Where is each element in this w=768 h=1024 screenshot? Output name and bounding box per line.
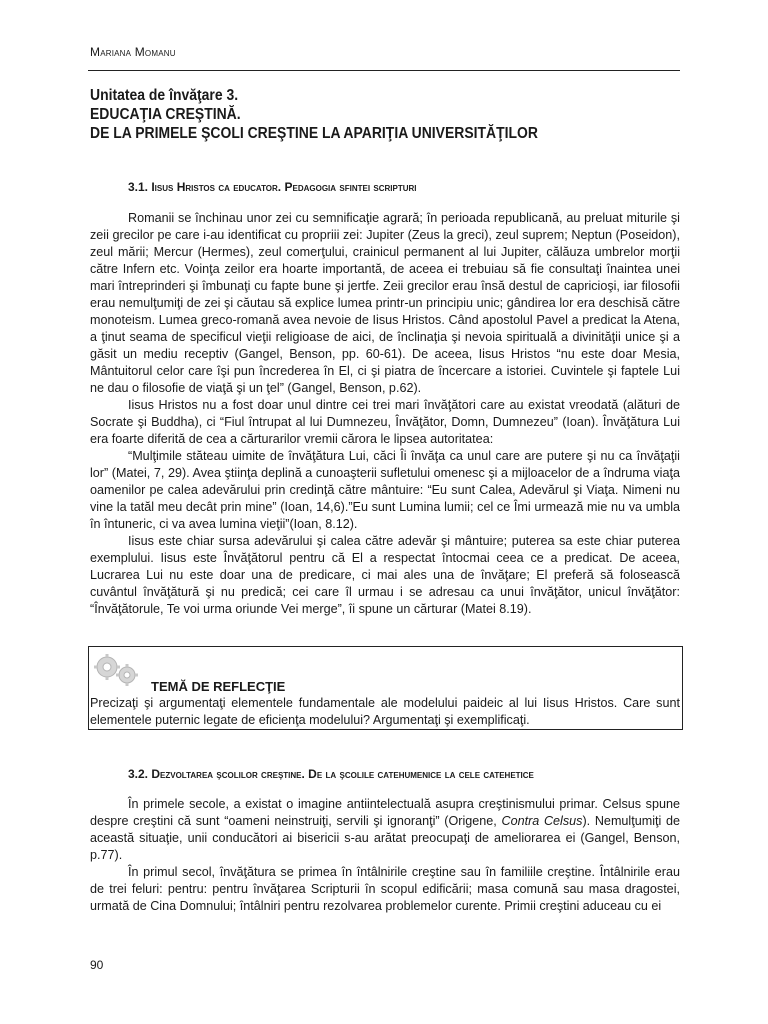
unit-title-line-1: Unitatea de învăţare 3.	[90, 87, 239, 104]
reflection-text: Precizaţi şi argumentaţi elementele fundamentale ale modelului paideic al lui Iisus Hristos. Care sunt elementele puternic legate de eficienţa modelului? Argumentaţi şi exemplificaţi.	[90, 696, 680, 727]
paragraph: Iisus Hristos nu a fost doar unul dintre cei trei mari învăţători care au existat vreodată (alături de Socrate şi Buddha), ci “Fiul întrupat al lui Dumnezeu, Învăţător, Domn, Dumnezeu” (Ioan). Învăţătura Lui era foarte diferită de cea a cărturarilor vremii cărora le lipsea autoritatea:	[90, 398, 680, 446]
paragraph: Iisus este chiar sursa adevărului şi calea către adevăr şi mântuire; puterea sa este chiar puterea exemplului. Iisus este Învăţătorul pentru că El a respectat întocmai ceea ce a predicat. De aceea, Lucrarea Lui nu este doar una de predicare, ci mai ales una de învăţare; El preferă să folosească cuvântul învăţătură şi nu predică; cei care îl urmau i se adresau ca unui învăţător, unicul învăţător: “Învăţătorule, Te voi urma oriunde Vei merge”, îi spune un cărturar (Matei 8.19).	[90, 534, 680, 616]
paragraph: În primul secol, învăţătura se primea în întâlnirile creştine sau în familiile creştine. Întâlnirile erau de trei feluri: pentru: pentru învăţarea Scripturii în scopul edificării; masa comună sau masa dragostei, urmată de Cina Domnului; întâlniri pentru rezolvarea problemelor curente. Primii creştini aduceau cu ei	[90, 865, 680, 913]
unit-title-line-3: DE LA PRIMELE ŞCOLI CREŞTINE LA APARIŢIA UNIVERSITĂŢILOR	[90, 125, 538, 142]
unit-title	[90, 86, 630, 143]
paragraph: În primele secole, a existat o imagine antiintelectuală asupra creştinismului primar. Celsus spune despre creştini că sunt “oameni neinstruiţi, servili şi ignoranţi” (Origene, Contra Celsus). Nemulţumiţi de această situaţie, unii conducători ai bisericii s-au arătat preocupaţi de ameliorarea ei (Gangel, Benson, p.77).	[90, 797, 681, 862]
gears-icon	[91, 651, 143, 691]
reflection-title: TEMĂ DE REFLECŢIE	[151, 679, 286, 694]
section-heading-3-1: 3.1. Iisus Hristos ca educator. Pedagogia sfintei scripturi	[128, 180, 417, 194]
page-number: 90	[90, 958, 104, 972]
paragraph: “Mulţimile stăteau uimite de învăţătura Lui, căci Îi învăţa ca unul care are putere şi nu ca învăţaţii lor” (Matei, 7, 29). Avea ştiinţa deplină a cunoaşterii sufletului omenesc şi a mijloacelor de a îndruma viaţa oamenilor pe calea adevărului prin credinţă către mântuire: “Eu sunt Calea, Adevărul şi Viaţa. Nimeni nu vine la tatăl meu decât prin mine” (Ioan, 14,6).”Eu sunt Lumina lumii; cel ce Îmi urmează mie nu va umbla în întuneric, ci va avea lumina vieţii”(Ioan, 8.12).	[90, 449, 680, 531]
section-3-2-body	[90, 796, 680, 915]
paragraph: Romanii se închinau unor zei cu semnificaţie agrară; în perioada republicană, au preluat miturile şi zeii grecilor pe care i-au identificat cu propriii zei: Jupiter (Zeus la greci), zeul suprem; Neptun (Poseidon), zeul mării; Mercur (Hermes), zeul comerţului, crainicul permanent al lui Jupiter, călăuza umbrelor morţii către Infern etc. Voinţa zeilor era hoarte importantă, de aceea ei trebuiau să fie consultaţi înaintea unei mari întreprinderi şi îmbunaţi cu fapte bune şi jertfe. Zeii grecilor erau însă destul de capricioşi, iar filosofii erau nemulţumiţi de zei şi căutau să explice lumea printr-un principiu unic; gândirea lor era deschisă către monoteism. Lumea greco-romană avea nevoie de Iisus Hristos. Când apostolul Pavel a predicat la Atena, a ţinut seama de specificul vieţii religioase de aici, de înclinaţia şi nevoia spirituală a divinităţii unice şi a găsit un mediu receptiv (Gangel, Benson, pp. 60-61). De aceea, Iisus Hristos “nu este doar Mesia, Mântuitorul celor care îşi pun încrederea în El, ci şi piatra de încercare a istoriei. Cuvintele şi faptele Lui ne dau o filosofie de viaţă şi un ţel” (Gangel, Benson, p.62).	[90, 211, 680, 395]
section-heading-3-2: 3.2. Dezvoltarea şcolilor creştine. De la şcolile catehumenice la cele catehetice	[128, 767, 534, 781]
book-title-italic: Contra Celsus	[501, 814, 583, 828]
running-header-author: Mariana Momanu	[90, 45, 176, 59]
reflection-box	[88, 646, 683, 730]
section-3-1-body	[90, 210, 680, 618]
unit-title-line-2: EDUCAŢIA CREŞTINĂ.	[90, 106, 241, 123]
header-divider	[88, 70, 680, 71]
